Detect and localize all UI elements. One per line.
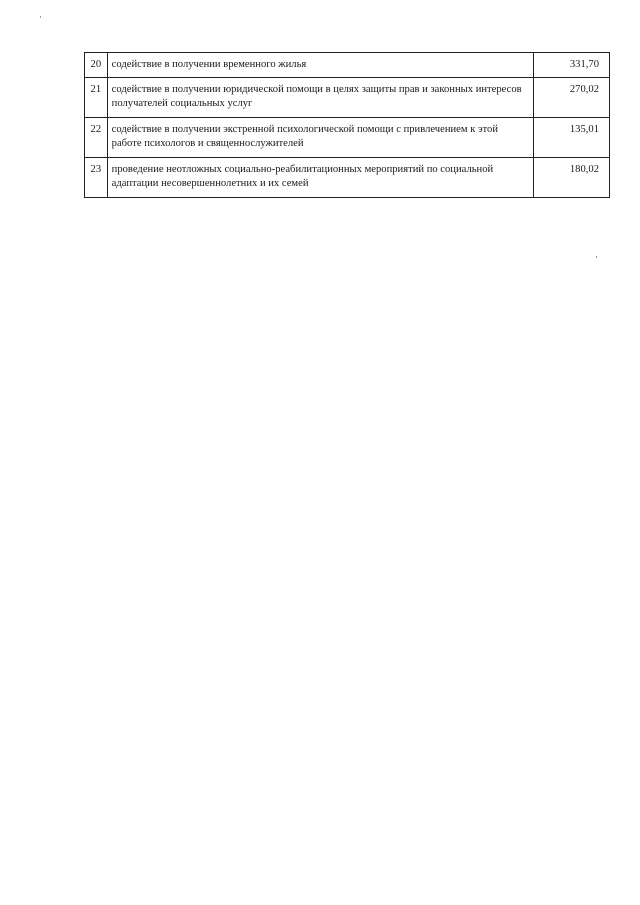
scan-speck	[596, 256, 597, 258]
service-price: 135,01	[534, 118, 610, 158]
service-description: содействие в получении временного жилья	[107, 53, 534, 78]
table-row	[85, 118, 610, 158]
row-number: 20	[85, 53, 108, 78]
service-price: 270,02	[534, 78, 610, 118]
service-description: содействие в получении экстренной психологической помощи с привлечением к этой работе психологов и священнослужителей	[107, 118, 534, 158]
services-price-table	[84, 52, 610, 198]
table-row	[85, 78, 610, 118]
service-description: содействие в получении юридической помощи в целях защиты прав и законных интересов получателей социальных услуг	[107, 78, 534, 118]
table-row	[85, 158, 610, 198]
row-number: 22	[85, 118, 108, 158]
row-number: 21	[85, 78, 108, 118]
table-row	[85, 53, 610, 78]
scan-speck	[40, 16, 41, 18]
row-number: 23	[85, 158, 108, 198]
service-price: 180,02	[534, 158, 610, 198]
service-price: 331,70	[534, 53, 610, 78]
service-description: проведение неотложных социально-реабилитационных мероприятий по социальной адаптации несовершеннолетних и их семей	[107, 158, 534, 198]
